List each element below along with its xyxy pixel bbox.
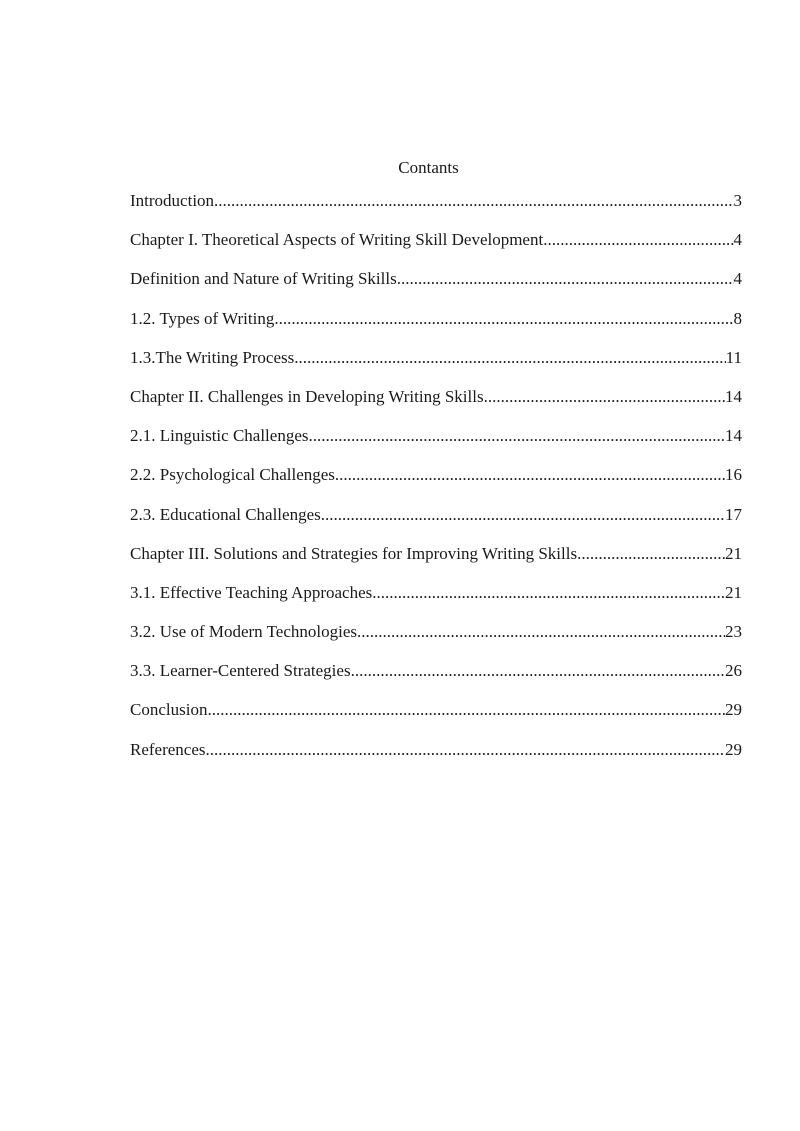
toc-title: Contants [398,158,459,177]
toc-page-number: 4 [733,269,742,289]
toc-entry-label: References [130,739,206,759]
toc-entry-3-3[interactable] [130,660,742,699]
toc-entry-label: Conclusion [130,700,208,720]
toc-entry-3-2[interactable] [130,621,742,660]
toc-entry-chapter-2[interactable] [130,386,742,425]
toc-entry-label: 3.1. Effective Teaching Approaches [130,582,373,602]
toc-page-number: 17 [725,504,742,524]
dot-leader [357,621,725,643]
dot-leader [351,660,725,682]
toc-page-number: 29 [725,700,742,720]
dot-leader [372,582,725,604]
toc-page-number: 8 [733,308,742,328]
toc-entry-definition-nature[interactable] [130,268,742,307]
toc-entry-label: 1.2. Types of Writing [130,308,275,328]
dot-leader [484,386,725,408]
toc-entry-introduction[interactable] [130,190,742,229]
dot-leader [206,739,725,761]
toc-page-number: 16 [725,465,742,485]
toc-entry-label: Chapter II. Challenges in Developing Writing Skills [130,386,484,406]
toc-entry-label: Chapter I. Theoretical Aspects of Writing Skill Development [130,230,544,250]
dot-leader [308,425,725,447]
dot-leader [214,190,733,212]
toc-page-number: 26 [725,661,742,681]
dot-leader [207,699,725,721]
table-of-contents [130,190,742,778]
toc-page-number: 23 [725,622,742,642]
toc-entry-chapter-1[interactable] [130,229,742,268]
toc-page-number: 21 [725,543,742,563]
toc-entry-1-3[interactable] [130,347,742,386]
toc-entry-2-3[interactable] [130,504,742,543]
toc-entry-conclusion[interactable] [130,699,742,738]
toc-page-number: 29 [725,739,742,759]
toc-entry-label: Definition and Nature of Writing Skills [130,269,397,289]
toc-entry-label: Chapter III. Solutions and Strategies for Improving Writing Skills [130,543,578,563]
toc-page-number: 21 [725,582,742,602]
toc-page-number: 3 [733,191,742,210]
dot-leader [294,347,725,369]
toc-entry-1-2[interactable] [130,308,742,347]
toc-entry-label: 2.2. Psychological Challenges [130,465,335,485]
toc-entry-2-1[interactable] [130,425,742,464]
dot-leader [577,543,725,565]
toc-page-number: 11 [725,347,742,367]
toc-page-number: 14 [725,426,742,446]
toc-entry-label: 2.3. Educational Challenges [130,504,321,524]
dot-leader [543,229,733,251]
toc-entry-label: 3.3. Learner-Centered Strategies [130,661,351,681]
toc-entry-label: 2.1. Linguistic Challenges [130,426,309,446]
toc-entry-label: 3.2. Use of Modern Technologies [130,622,358,642]
toc-entry-2-2[interactable] [130,464,742,503]
toc-entry-label: 1.3.The Writing Process [130,347,295,367]
toc-entry-references[interactable] [130,739,742,778]
dot-leader [321,504,725,526]
dot-leader [335,464,725,486]
toc-entry-label: Introduction [130,191,215,210]
toc-entry-chapter-3[interactable] [130,543,742,582]
dot-leader [274,308,733,330]
toc-entry-3-1[interactable] [130,582,742,621]
toc-page-number: 14 [725,386,742,406]
toc-page-number: 4 [733,230,742,250]
dot-leader [397,268,734,290]
